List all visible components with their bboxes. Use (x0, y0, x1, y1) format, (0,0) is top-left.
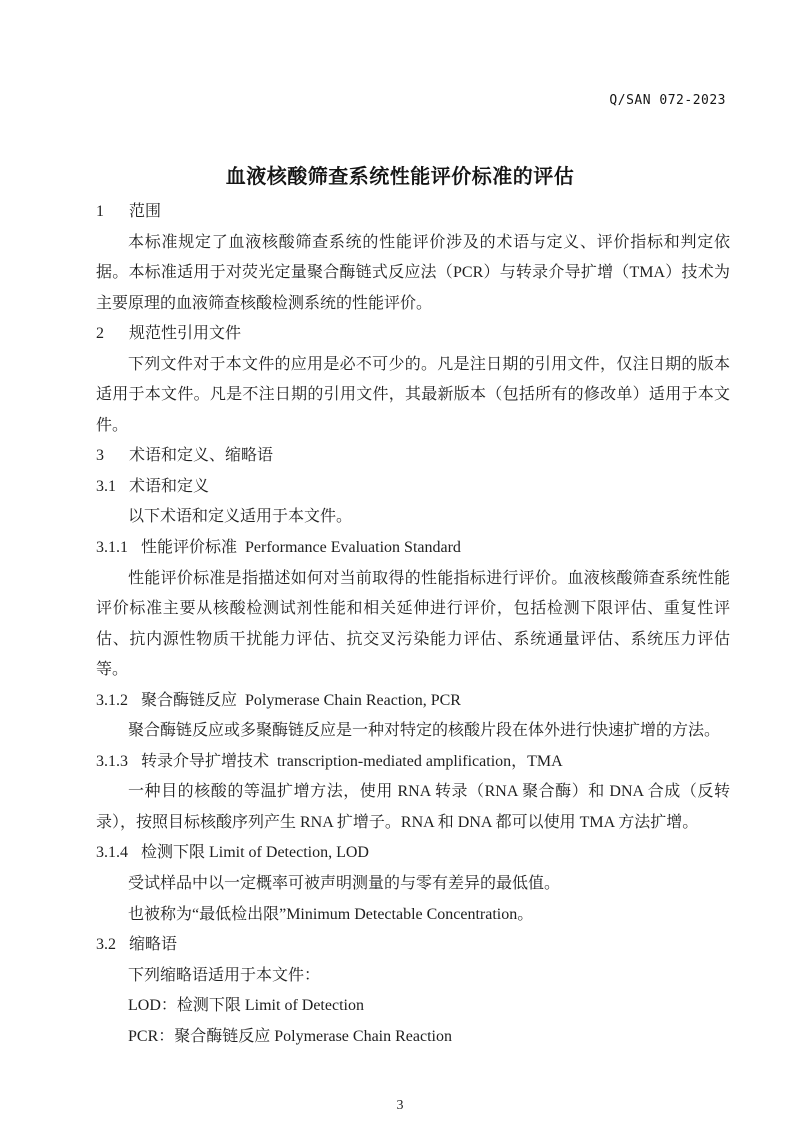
clause-title: 术语和定义 (129, 477, 210, 495)
heading-1-scope (96, 197, 730, 228)
clause-title: 聚合酶链反应 Polymerase Chain Reaction, PCR (141, 691, 461, 709)
paragraph-tma-definition: 一种目的核酸的等温扩增方法，使用 RNA 转录（RNA 聚合酶）和 DNA 合成（反转录），按照目标核酸序列产生 RNA 扩增子。RNA 和 DNA 都可以使用 TMA 方法扩增。 (96, 783, 730, 831)
clause-title: 缩略语 (129, 936, 178, 954)
clause-number: 2 (96, 325, 104, 343)
paragraph-pcr-definition: 聚合酶链反应或多聚酶链反应是一种对特定的核酸片段在体外进行快速扩增的方法。 (128, 722, 721, 740)
page-number: 3 (396, 1098, 404, 1113)
heading-3-1-3-tma (96, 747, 730, 778)
heading-3-1-2-pcr (96, 686, 730, 717)
paragraph-performance-evaluation-standard: 性能评价标准是指描述如何对当前取得的性能指标进行评价。血液核酸筛查系统性能评价标准主要从核酸检测试剂性能和相关延伸进行评价，包括检测下限评估、重复性评估、抗内源性物质干扰能力评估、抗交叉污染能力评估、系统通量评估、系统压力评估等。 (96, 569, 730, 679)
clause-title: 规范性引用文件 (129, 325, 242, 343)
abbreviation-item-lod: LOD：检测下限 Limit of Detection (128, 997, 364, 1015)
clause-number: 3 (96, 447, 104, 465)
document-body (96, 197, 730, 1052)
paragraph-scope: 本标准规定了血液核酸筛查系统的性能评价涉及的术语与定义、评价指标和判定依据。本标准适用于对荧光定量聚合酶链式反应法（PCR）与转录介导扩增（TMA）技术为主要原理的血液筛查核酸检测系统的性能评价。 (96, 233, 730, 312)
clause-number: 3.1.2 (96, 691, 128, 709)
abbreviation-item-pcr: PCR：聚合酶链反应 Polymerase Chain Reaction (128, 1027, 452, 1045)
clause-title: 转录介导扩增技术 transcription-mediated amplification，TMA (141, 752, 563, 770)
clause-number: 3.1.1 (96, 539, 128, 557)
paragraph-normative-references: 下列文件对于本文件的应用是必不可少的。凡是注日期的引用文件，仅注日期的版本适用于本文件。凡是不注日期的引用文件，其最新版本（包括所有的修改单）适用于本文件。 (96, 355, 730, 434)
heading-3-1-1-performance-evaluation-standard (96, 533, 730, 564)
clause-title: 术语和定义、缩略语 (129, 447, 274, 465)
paragraph-lod-alias: 也被称为“最低检出限”Minimum Detectable Concentration。 (128, 905, 534, 923)
clause-number: 3.1 (96, 477, 116, 495)
heading-3-1-4-lod (96, 838, 730, 869)
clause-number: 1 (96, 203, 104, 220)
paragraph-terms-apply: 以下术语和定义适用于本文件。 (128, 508, 353, 526)
heading-3-1-terms-definitions (96, 472, 730, 503)
heading-3-2-abbreviations (96, 930, 730, 961)
clause-number: 3.2 (96, 936, 116, 954)
heading-3-terms-definitions-abbreviations (96, 441, 730, 472)
standard-code: Q/SAN 072-2023 (609, 93, 726, 108)
clause-number: 3.1.4 (96, 844, 128, 862)
clause-title: 范围 (129, 203, 162, 220)
clause-number: 3.1.3 (96, 752, 128, 770)
clause-title: 性能评价标准 Performance Evaluation Standard (141, 539, 461, 557)
heading-2-normative-references (96, 319, 730, 350)
clause-title: 检测下限 Limit of Detection, LOD (141, 844, 369, 862)
paragraph-abbreviations-apply: 下列缩略语适用于本文件： (128, 966, 321, 984)
document-title: 血液核酸筛查系统性能评价标准的评估 (225, 166, 575, 188)
paragraph-lod-definition: 受试样品中以一定概率可被声明测量的与零有差异的最低值。 (128, 875, 561, 893)
